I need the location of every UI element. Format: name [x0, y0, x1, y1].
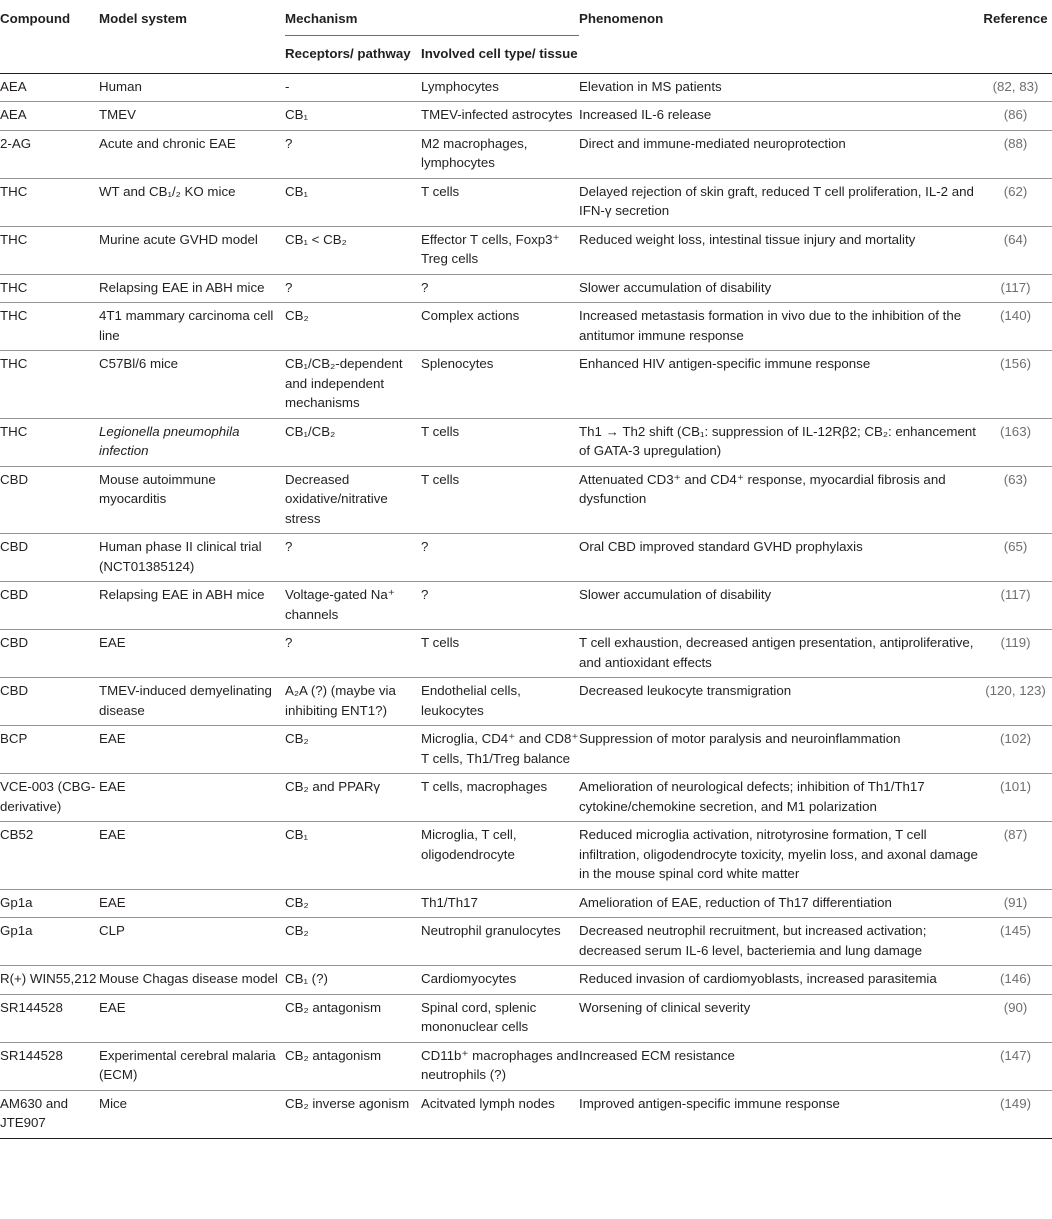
- cell-reference: (117): [1000, 587, 1031, 602]
- cell-compound: CBD: [0, 635, 29, 650]
- cell-celltype: Neutrophil granulocytes: [421, 923, 561, 938]
- cell-model: Mouse Chagas disease model: [99, 971, 278, 986]
- cell-model: Legionella pneumophila infection: [99, 423, 240, 458]
- cell-compound: Gp1a: [0, 923, 33, 938]
- table-row: [0, 178, 1052, 226]
- cell-reference: (101): [999, 779, 1032, 794]
- header-model: Model system: [99, 11, 187, 26]
- cell-reference: (147): [999, 1047, 1032, 1063]
- cell-reference: (62): [1003, 183, 1028, 199]
- cell-phenomenon: Worsening of clinical severity: [579, 999, 751, 1015]
- cell-celltype: ?: [421, 279, 429, 295]
- table-row: [0, 918, 1052, 966]
- cell-receptor: Decreased oxidative/nitrative stress: [285, 471, 388, 526]
- cell-compound: R(+) WIN55,212: [0, 971, 97, 986]
- cell-receptor: CB₂ antagonism: [285, 999, 382, 1015]
- cell-model: WT and CB₁/₂ KO mice: [99, 183, 236, 199]
- cell-receptor: CB₂: [285, 731, 309, 746]
- cell-model: EAE: [99, 635, 126, 650]
- cell-compound: BCP: [0, 731, 28, 746]
- table-row: [0, 822, 1052, 890]
- cell-compound: Gp1a: [0, 894, 33, 910]
- cell-compound: VCE-003 (CBG-derivative): [0, 779, 96, 814]
- header-phenomenon: Phenomenon: [579, 11, 664, 26]
- cell-receptor: CB₂ antagonism: [285, 1047, 382, 1063]
- header-row: [0, 0, 1052, 36]
- cell-receptor: CB₁: [285, 107, 308, 122]
- table-row: [0, 73, 1052, 102]
- cell-model: 4T1 mammary carcinoma cell line: [99, 308, 274, 343]
- cell-reference: (82, 83): [992, 78, 1039, 94]
- cell-phenomenon: Oral CBD improved standard GVHD prophylaxis: [579, 539, 863, 554]
- cell-reference: (140): [999, 308, 1032, 323]
- table-row: [0, 351, 1052, 419]
- cell-receptor: Voltage-gated Na⁺ channels: [285, 587, 395, 622]
- cell-model: EAE: [99, 999, 126, 1015]
- cell-celltype: TMEV-infected astrocytes: [421, 107, 573, 122]
- cell-receptor: ?: [285, 279, 293, 295]
- cell-model: Experimental cerebral malaria (ECM): [99, 1047, 276, 1082]
- cell-compound: THC: [0, 308, 28, 323]
- cell-phenomenon: Decreased neutrophil recruitment, but increased activation; decreased serum IL-6 level, bacteriemia and lung damage: [579, 923, 927, 958]
- cell-phenomenon: Direct and immune-mediated neuroprotection: [579, 135, 846, 151]
- cell-celltype: Cardiomyocytes: [421, 971, 517, 986]
- cell-celltype: T cells: [421, 423, 460, 439]
- cell-model: EAE: [99, 894, 126, 910]
- cell-model: Relapsing EAE in ABH mice: [99, 587, 265, 602]
- cell-model: CLP: [99, 923, 125, 938]
- cell-reference: (90): [1003, 999, 1028, 1015]
- table-row: [0, 774, 1052, 822]
- cell-celltype: T cells: [421, 635, 460, 650]
- cell-reference: (63): [1003, 471, 1028, 487]
- cell-celltype: Complex actions: [421, 308, 520, 323]
- cell-phenomenon: Increased IL-6 release: [579, 107, 712, 122]
- cell-model: Mice: [99, 1095, 128, 1111]
- cell-compound: THC: [0, 231, 28, 247]
- cell-receptor: CB₁/CB₂: [285, 423, 336, 439]
- cell-reference: (145): [999, 923, 1032, 938]
- cell-receptor: CB₁: [285, 183, 308, 199]
- cell-celltype: Splenocytes: [421, 356, 494, 371]
- cell-celltype: Lymphocytes: [421, 78, 499, 94]
- cell-compound: THC: [0, 183, 28, 199]
- cell-receptor: CB₂: [285, 923, 309, 938]
- cell-celltype: CD11b⁺ macrophages and neutrophils (?): [421, 1047, 579, 1082]
- table-row: [0, 130, 1052, 178]
- cell-compound: AEA: [0, 78, 27, 94]
- cell-phenomenon: Increased metastasis formation in vivo due to the inhibition of the antitumor immune response: [579, 308, 962, 343]
- cell-model: Relapsing EAE in ABH mice: [99, 279, 265, 295]
- cell-compound: THC: [0, 356, 28, 371]
- cell-reference: (86): [1003, 107, 1028, 122]
- cell-phenomenon: Reduced microglia activation, nitrotyrosine formation, T cell infiltration, oligodendrocyte toxicity, myelin loss, and axonal damage in the mouse spinal cord white matter: [579, 827, 978, 881]
- header-receptors: Receptors/ pathway: [285, 36, 421, 74]
- cell-compound: AEA: [0, 107, 27, 122]
- table-row: [0, 102, 1052, 131]
- cell-phenomenon: T cell exhaustion, decreased antigen presentation, antiproliferative, and antioxidant effects: [579, 635, 974, 670]
- cell-model: Acute and chronic EAE: [99, 135, 236, 151]
- table-row: [0, 534, 1052, 582]
- cell-model: Murine acute GVHD model: [99, 231, 258, 247]
- cell-model: Mouse autoimmune myocarditis: [99, 471, 216, 506]
- cell-celltype: Effector T cells, Foxp3⁺ Treg cells: [421, 231, 560, 266]
- cell-phenomenon: Reduced weight loss, intestinal tissue injury and mortality: [579, 231, 916, 247]
- cell-phenomenon: Th1 → Th2 shift (CB₁: suppression of IL-12Rβ2; CB₂: enhancement of GATA-3 upregulation): [579, 423, 976, 458]
- cell-phenomenon: Suppression of motor paralysis and neuroinflammation: [579, 731, 901, 746]
- cell-receptor: CB₂ and PPARγ: [285, 779, 381, 794]
- cell-compound: 2-AG: [0, 135, 32, 151]
- cell-reference: (87): [1003, 827, 1028, 842]
- cell-phenomenon: Reduced invasion of cardiomyoblasts, increased parasitemia: [579, 971, 937, 986]
- cell-celltype: M2 macrophages, lymphocytes: [421, 135, 528, 170]
- header-mechanism: Mechanism: [285, 11, 358, 26]
- cell-model: TMEV: [99, 107, 136, 122]
- cell-receptor: CB₁ < CB₂: [285, 231, 347, 247]
- cell-model: EAE: [99, 827, 126, 842]
- cell-receptor: CB₂: [285, 894, 309, 910]
- table-row: [0, 274, 1052, 303]
- table-body: [0, 73, 1052, 1138]
- cell-compound: CBD: [0, 587, 29, 602]
- cell-phenomenon: Amelioration of neurological defects; inhibition of Th1/Th17 cytokine/chemokine secretion, and M1 polarization: [579, 779, 925, 814]
- cell-model: C57Bl/6 mice: [99, 356, 179, 371]
- cell-phenomenon: Elevation in MS patients: [579, 78, 722, 94]
- cell-receptor: A₂A (?) (maybe via inhibiting ENT1?): [285, 683, 396, 718]
- cell-phenomenon: Slower accumulation of disability: [579, 587, 772, 602]
- table-row: [0, 466, 1052, 534]
- table-row: [0, 994, 1052, 1042]
- table-row: [0, 726, 1052, 774]
- table-row: [0, 889, 1052, 918]
- cell-reference: (146): [999, 971, 1032, 986]
- cell-model: Human: [99, 78, 142, 94]
- cell-model: Human phase II clinical trial (NCT01385124): [99, 539, 262, 574]
- table-row: [0, 226, 1052, 274]
- cell-celltype: ?: [421, 539, 429, 554]
- cell-model: TMEV-induced demyelinating disease: [99, 683, 272, 718]
- cell-reference: (156): [999, 356, 1032, 371]
- cell-receptor: ?: [285, 135, 293, 151]
- cell-compound: CBD: [0, 471, 29, 487]
- cell-compound: SR144528: [0, 999, 63, 1015]
- cell-compound: THC: [0, 279, 28, 295]
- cell-celltype: Spinal cord, splenic mononuclear cells: [421, 999, 537, 1034]
- cell-compound: CB52: [0, 827, 34, 842]
- cell-phenomenon: Decreased leukocyte transmigration: [579, 683, 792, 698]
- cell-phenomenon: Enhanced HIV antigen-specific immune response: [579, 356, 871, 371]
- cell-phenomenon: Attenuated CD3⁺ and CD4⁺ response, myocardial fibrosis and dysfunction: [579, 471, 946, 506]
- cell-celltype: T cells: [421, 471, 460, 487]
- cell-compound: SR144528: [0, 1047, 63, 1063]
- cell-celltype: T cells, macrophages: [421, 779, 548, 794]
- cell-reference: (102): [999, 731, 1032, 746]
- cell-reference: (117): [1000, 279, 1031, 295]
- cell-compound: AM630 and JTE907: [0, 1095, 69, 1130]
- cell-reference: (163): [999, 423, 1032, 439]
- cell-receptor: CB₂ inverse agonism: [285, 1095, 410, 1111]
- header-reference: Reference: [983, 11, 1048, 26]
- cell-receptor: CB₁: [285, 827, 308, 842]
- cell-phenomenon: Delayed rejection of skin graft, reduced T cell proliferation, IL-2 and IFN-γ secretion: [579, 183, 974, 218]
- cell-phenomenon: Increased ECM resistance: [579, 1047, 735, 1063]
- cell-receptor: ?: [285, 539, 293, 554]
- header-celltype: Involved cell type/ tissue: [421, 36, 579, 74]
- cell-model: EAE: [99, 731, 126, 746]
- cell-receptor: CB₁/CB₂-dependent and independent mechanisms: [285, 356, 403, 410]
- cell-celltype: Microglia, CD4⁺ and CD8⁺ T cells, Th1/Treg balance: [421, 731, 579, 766]
- header-compound: Compound: [0, 11, 71, 26]
- cell-compound: CBD: [0, 539, 29, 554]
- cell-compound: CBD: [0, 683, 29, 698]
- cell-celltype: ?: [421, 587, 429, 602]
- table-row: [0, 678, 1052, 726]
- cell-receptor: CB₁ (?): [285, 971, 328, 986]
- cell-reference: (88): [1003, 135, 1028, 151]
- table-row: [0, 1042, 1052, 1090]
- cell-compound: THC: [0, 423, 28, 439]
- table-row: [0, 630, 1052, 678]
- cell-receptor: CB₂: [285, 308, 309, 323]
- cell-reference: (119): [1000, 635, 1031, 650]
- cell-receptor: ?: [285, 635, 293, 650]
- cell-reference: (120, 123): [985, 683, 1046, 698]
- table-row: [0, 418, 1052, 466]
- cell-reference: (64): [1003, 231, 1028, 247]
- cell-receptor: -: [285, 78, 290, 94]
- cell-phenomenon: Slower accumulation of disability: [579, 279, 772, 295]
- cell-celltype: Th1/Th17: [421, 894, 478, 910]
- cell-celltype: Endothelial cells, leukocytes: [421, 683, 521, 718]
- cell-reference: (149): [999, 1095, 1032, 1111]
- cell-model: EAE: [99, 779, 126, 794]
- cell-reference: (91): [1003, 894, 1028, 910]
- table-row: [0, 1090, 1052, 1138]
- table-row: [0, 303, 1052, 351]
- cell-celltype: Microglia, T cell, oligodendrocyte: [421, 827, 517, 862]
- table-row: [0, 966, 1052, 995]
- table-row: [0, 582, 1052, 630]
- cell-phenomenon: Improved antigen-specific immune response: [579, 1095, 840, 1111]
- cell-phenomenon: Amelioration of EAE, reduction of Th17 differentiation: [579, 894, 892, 910]
- cell-reference: (65): [1003, 539, 1028, 554]
- cell-celltype: T cells: [421, 183, 460, 199]
- cell-celltype: Acitvated lymph nodes: [421, 1095, 555, 1111]
